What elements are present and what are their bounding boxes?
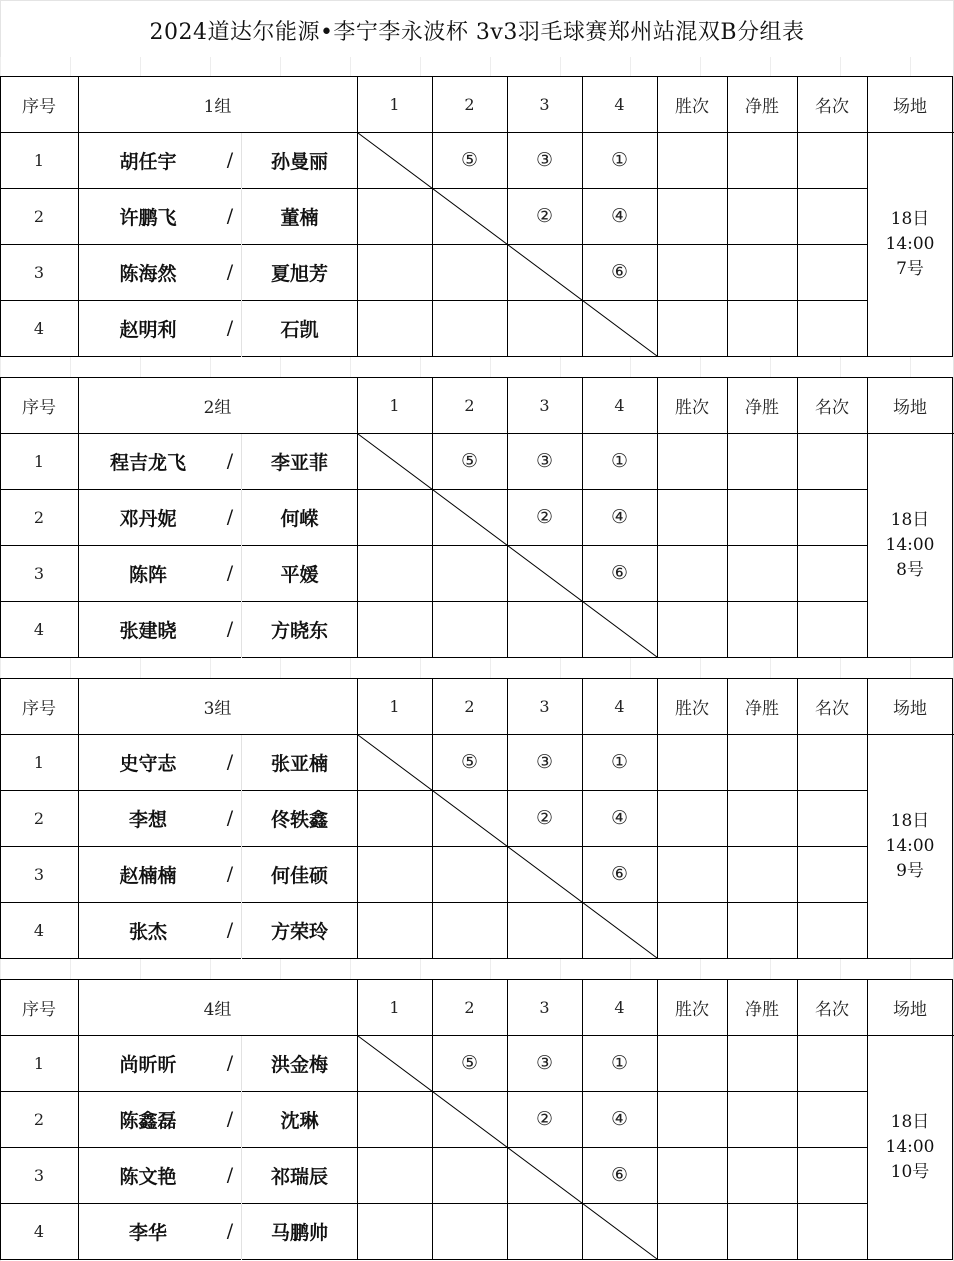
- player-1: 李华: [128, 1221, 167, 1244]
- header-rank: 名次: [815, 999, 849, 1020]
- venue-day: 18日: [890, 1112, 930, 1132]
- match-order: ④: [610, 205, 629, 227]
- match-order: ①: [610, 149, 629, 171]
- player-1: 赵楠楠: [119, 864, 177, 887]
- venue-court: 8号: [896, 560, 924, 580]
- pair-slash: /: [226, 807, 234, 829]
- row-number: 4: [33, 318, 45, 338]
- player-1: 许鹏飞: [119, 206, 177, 229]
- match-order: ③: [535, 751, 554, 773]
- group-name: 2组: [203, 397, 232, 418]
- header-venue: 场地: [893, 96, 927, 117]
- player-2: 石凯: [280, 318, 319, 341]
- player-2: 方晓东: [270, 619, 328, 642]
- venue-court: 9号: [896, 861, 924, 881]
- row-separator: [0, 658, 954, 678]
- row-number: 4: [33, 1221, 45, 1241]
- match-order: ②: [535, 205, 554, 227]
- player-2: 夏旭芳: [270, 262, 328, 285]
- player-2: 马鹏帅: [270, 1221, 328, 1244]
- group-table-4: [0, 979, 954, 1260]
- match-order: ②: [535, 506, 554, 528]
- header-col-2: 2: [464, 997, 475, 1017]
- venue-info: [868, 735, 952, 958]
- header-venue: 场地: [893, 698, 927, 719]
- header-net: 净胜: [745, 96, 779, 117]
- header-rank: 名次: [815, 698, 849, 719]
- header-venue: 场地: [893, 999, 927, 1020]
- player-1: 赵明利: [119, 318, 177, 341]
- header-col-2: 2: [464, 94, 475, 114]
- venue-info: [868, 434, 952, 657]
- header-col-1: 1: [389, 94, 400, 114]
- group-table-3: [0, 678, 954, 959]
- player-1: 陈阵: [128, 563, 167, 586]
- match-order: ⑥: [610, 863, 629, 885]
- row-number: 2: [33, 507, 45, 527]
- header-col-3: 3: [539, 696, 550, 716]
- header-col-4: 4: [614, 997, 625, 1017]
- player-2: 祁瑞辰: [270, 1165, 328, 1188]
- match-order: ③: [535, 149, 554, 171]
- pair-slash: /: [226, 1052, 234, 1074]
- player-1: 陈文艳: [119, 1165, 177, 1188]
- match-order: ②: [535, 807, 554, 829]
- match-order: ⑤: [460, 149, 479, 171]
- header-wins: 胜次: [675, 999, 709, 1020]
- header-net: 净胜: [745, 698, 779, 719]
- match-order: ⑤: [460, 751, 479, 773]
- header-wins: 胜次: [675, 96, 709, 117]
- pair-slash: /: [226, 919, 234, 941]
- row-separator: [0, 959, 954, 979]
- row-number: 3: [33, 563, 45, 583]
- pair-slash: /: [226, 149, 234, 171]
- header-col-4: 4: [614, 696, 625, 716]
- header-seq: 序号: [22, 999, 56, 1020]
- player-2: 孙曼丽: [270, 150, 328, 173]
- match-order: ④: [610, 1108, 629, 1130]
- venue-court: 10号: [890, 1162, 930, 1182]
- player-1: 史守志: [119, 752, 177, 775]
- header-col-3: 3: [539, 395, 550, 415]
- player-2: 何嵘: [280, 507, 319, 530]
- pair-slash: /: [226, 450, 234, 472]
- venue-time: 14:00: [885, 535, 935, 555]
- header-wins: 胜次: [675, 698, 709, 719]
- venue-day: 18日: [890, 811, 930, 831]
- match-order: ⑤: [460, 450, 479, 472]
- match-order: ③: [535, 450, 554, 472]
- match-order: ①: [610, 751, 629, 773]
- player-2: 方荣玲: [270, 920, 328, 943]
- match-order: ⑥: [610, 562, 629, 584]
- player-2: 何佳硕: [270, 864, 328, 887]
- group-name: 3组: [203, 698, 232, 719]
- header-col-1: 1: [389, 395, 400, 415]
- pair-slash: /: [226, 261, 234, 283]
- pair-slash: /: [226, 1220, 234, 1242]
- pair-slash: /: [226, 618, 234, 640]
- player-1: 李想: [128, 808, 167, 831]
- row-number: 4: [33, 619, 45, 639]
- pair-slash: /: [226, 1108, 234, 1130]
- header-col-3: 3: [539, 94, 550, 114]
- player-1: 陈鑫磊: [119, 1109, 177, 1132]
- header-col-3: 3: [539, 997, 550, 1017]
- venue-time: 14:00: [885, 234, 935, 254]
- venue-info: [868, 133, 952, 356]
- player-2: 平媛: [280, 563, 319, 586]
- row-number: 2: [33, 1109, 45, 1129]
- row-separator: [0, 57, 954, 77]
- match-order: ③: [535, 1052, 554, 1074]
- pair-slash: /: [226, 751, 234, 773]
- match-order: ①: [610, 450, 629, 472]
- header-seq: 序号: [22, 96, 56, 117]
- row-number: 1: [33, 752, 45, 772]
- header-seq: 序号: [22, 397, 56, 418]
- pair-slash: /: [226, 863, 234, 885]
- player-2: 洪金梅: [270, 1053, 328, 1076]
- header-col-2: 2: [464, 696, 475, 716]
- venue-time: 14:00: [885, 836, 935, 856]
- player-2: 佟轶鑫: [270, 808, 328, 831]
- match-order: ⑤: [460, 1052, 479, 1074]
- player-1: 张杰: [128, 920, 167, 943]
- group-name: 1组: [203, 96, 232, 117]
- header-wins: 胜次: [675, 397, 709, 418]
- venue-info: [868, 1036, 952, 1259]
- header-col-4: 4: [614, 395, 625, 415]
- header-seq: 序号: [22, 698, 56, 719]
- player-2: 董楠: [280, 206, 319, 229]
- row-number: 2: [33, 808, 45, 828]
- header-net: 净胜: [745, 397, 779, 418]
- header-col-1: 1: [389, 997, 400, 1017]
- row-separator: [0, 357, 954, 377]
- header-col-2: 2: [464, 395, 475, 415]
- group-name: 4组: [203, 999, 232, 1020]
- pair-slash: /: [226, 1164, 234, 1186]
- header-col-4: 4: [614, 94, 625, 114]
- player-1: 胡任宇: [119, 150, 177, 173]
- header-col-1: 1: [389, 696, 400, 716]
- match-order: ②: [535, 1108, 554, 1130]
- venue-court: 7号: [896, 259, 924, 279]
- row-number: 3: [33, 1165, 45, 1185]
- row-number: 1: [33, 150, 45, 170]
- venue-day: 18日: [890, 510, 930, 530]
- group-table-2: [0, 377, 954, 658]
- player-2: 李亚菲: [270, 451, 328, 474]
- pair-slash: /: [226, 562, 234, 584]
- row-number: 3: [33, 262, 45, 282]
- player-1: 邓丹妮: [119, 507, 177, 530]
- pair-slash: /: [226, 205, 234, 227]
- group-table-1: [0, 76, 954, 357]
- row-number: 3: [33, 864, 45, 884]
- row-number: 1: [33, 1053, 45, 1073]
- player-1: 张建晓: [119, 619, 177, 642]
- header-net: 净胜: [745, 999, 779, 1020]
- row-number: 2: [33, 206, 45, 226]
- match-order: ④: [610, 807, 629, 829]
- player-2: 张亚楠: [270, 752, 328, 775]
- page-title: 2024道达尔能源•李宁李永波杯 3v3羽毛球赛郑州站混双B分组表: [149, 19, 805, 45]
- venue-day: 18日: [890, 209, 930, 229]
- player-1: 尚昕昕: [119, 1053, 177, 1076]
- match-order: ⑥: [610, 261, 629, 283]
- header-venue: 场地: [893, 397, 927, 418]
- venue-time: 14:00: [885, 1137, 935, 1157]
- player-1: 陈海然: [119, 262, 177, 285]
- match-order: ④: [610, 506, 629, 528]
- player-1: 程吉龙飞: [109, 451, 186, 474]
- header-rank: 名次: [815, 96, 849, 117]
- row-number: 1: [33, 451, 45, 471]
- header-rank: 名次: [815, 397, 849, 418]
- match-order: ①: [610, 1052, 629, 1074]
- pair-slash: /: [226, 317, 234, 339]
- player-2: 沈琳: [280, 1109, 319, 1132]
- row-number: 4: [33, 920, 45, 940]
- match-order: ⑥: [610, 1164, 629, 1186]
- pair-slash: /: [226, 506, 234, 528]
